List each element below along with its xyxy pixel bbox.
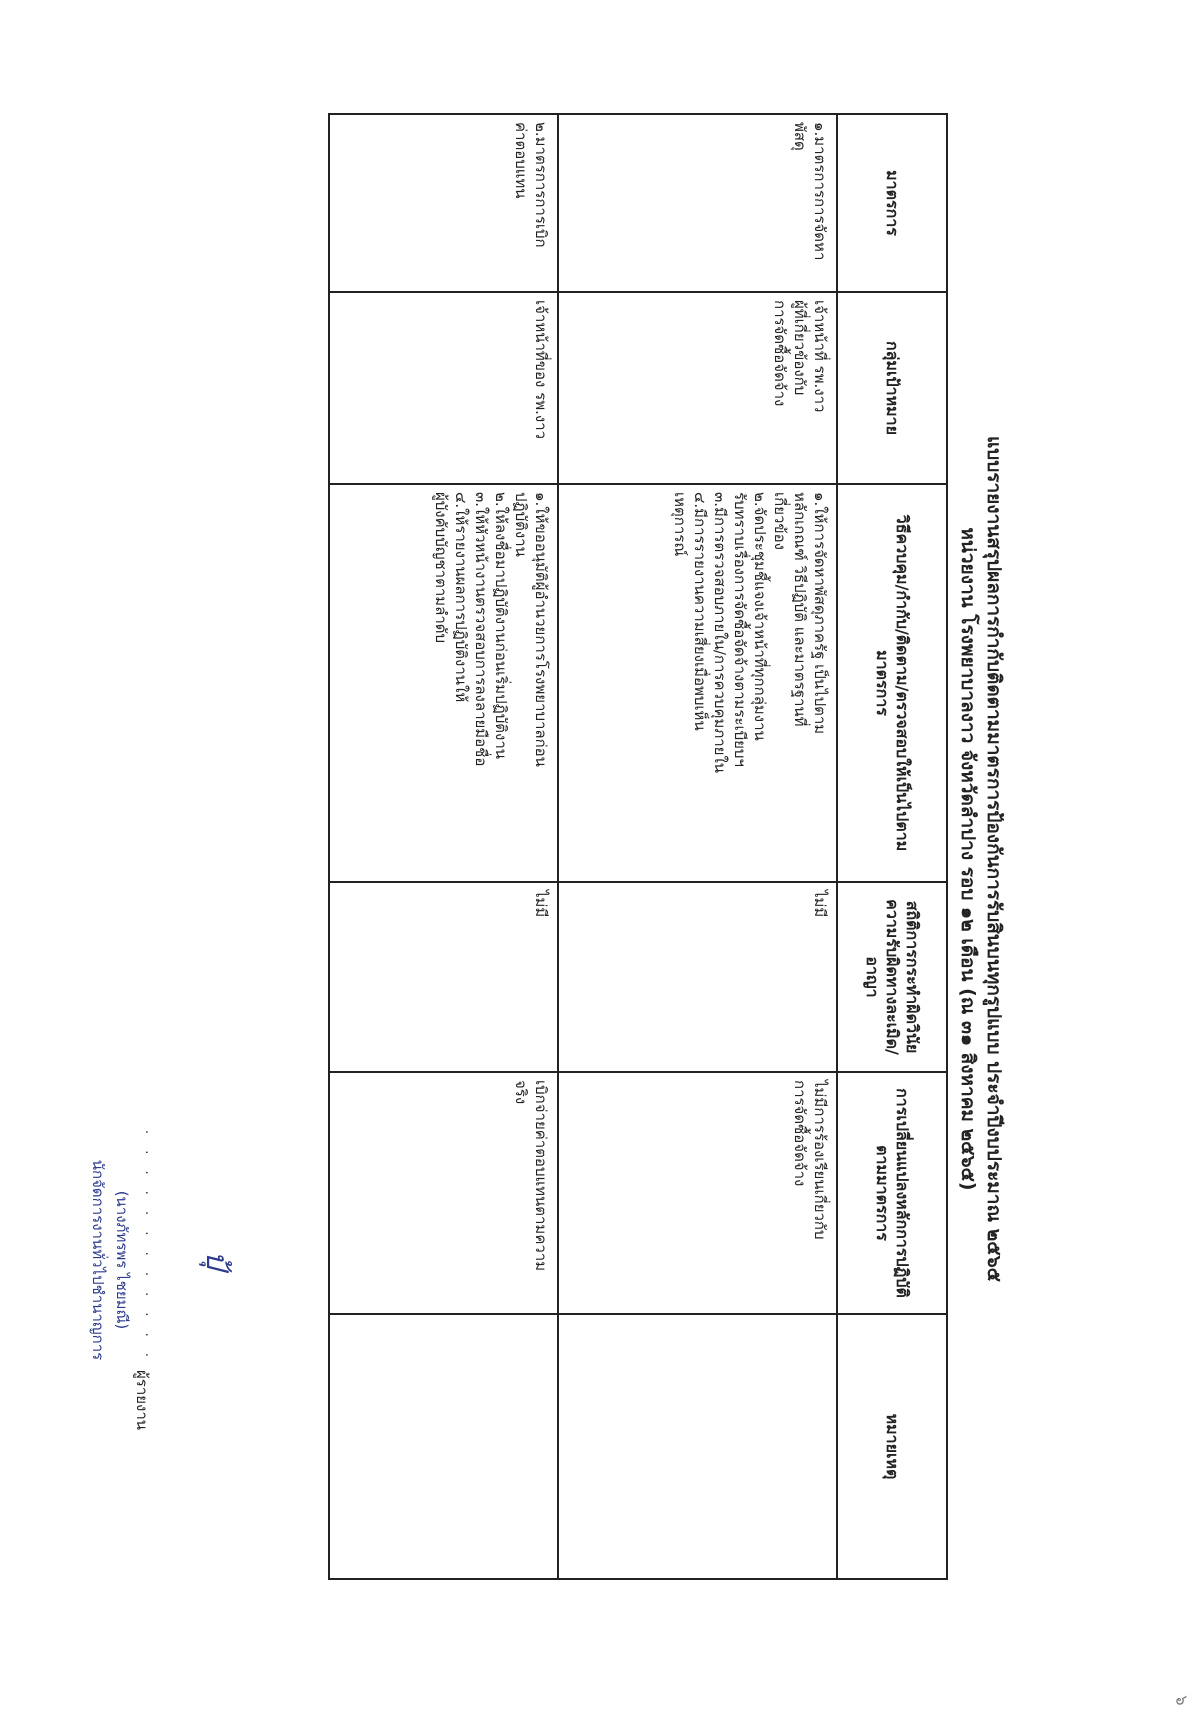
text-line: ๔.ให้รายงานผลการปฏิบัติงานให้ [452,492,470,703]
report-title: แบบรายงานสรุปผลการกำกับติดตามมาตรการป้องกันการรับสินบนทุกรูปแบบ ประจำปีงบประมาณ ๒๕๖๕ [983,435,1005,1283]
header-target: กลุ่มเป้าหมาย [837,292,947,484]
text-line: การจัดซื้อจัดจ้าง [791,1080,809,1187]
text-line: ผู้ที่เกี่ยวข้องกับ [791,300,809,396]
text-line: ค่าตอบแทน [512,122,530,199]
cell-method [558,484,837,882]
cell-target [558,292,837,484]
cell-remark [329,1314,558,1579]
text-line: เหตุการณ์ [671,492,689,557]
cell-target [329,292,558,484]
text-line: เกี่ยวข้อง [771,492,789,551]
text-line: ๑.มาตรการการจัดหาพัสดุ [791,122,829,261]
text-line: ๔.มีการรายงานความเสี่ยงเมื่อพบเห็น [691,492,709,731]
cell-method [329,484,558,882]
signature-label: ผู้รายงาน [133,1370,151,1431]
text-line: ไม่มีการร้องเรียนเกี่ยวกับ [811,1080,829,1240]
text-line: ๑.ให้การจัดหาพัสดุภาครัฐ เป็นไปตาม [811,492,829,735]
signature-dots: . . . . . . . . . . . . [142,1130,157,1364]
text-line: หลักเกณฑ์ วิธีปฏิบัติ และมาตรฐานที่ [791,492,809,727]
measures-table [328,113,948,1580]
cell-change [329,1072,558,1314]
cell-measure [329,114,558,292]
text-line: ๒.ให้ลงชื่อมาปฏิบัติงานก่อนเริ่มปฏิบัติงาน [492,492,510,760]
text-line: การจัดซื้อจัดจ้าง [771,300,789,407]
cell-stats [558,882,837,1072]
text-line: ไม่มี [811,890,829,918]
text-line: ผู้บังคับบัญชาตามลำดับ [432,492,450,644]
text-line: ๒.จัดประชุมชี้แจงเจ้าหน้าที่ทุกกลุ่มงาน [751,492,769,741]
cell-remark [558,1314,837,1579]
text-line: ๑.ให้ขออนุมัติผู้อำนวยการโรงพยาบาลก่อน [532,492,550,767]
text-line: ๓.มีการตรวจสอบภายใน/การควบคุมภายใน [711,492,729,774]
signer-name: (นางภัทรพร ไชยมณี) [113,1190,131,1330]
signer-position: นักจัดการงานทั่วไปชำนาญการ [89,1159,107,1361]
report-subtitle: หน่วยงาน โรงพยาบาลงาว จังหวัดลำปาง รอบ ๑๒ เดือน (ณ ๓๑ สิงหาคม ๒๕๖๕) [957,527,979,1191]
table-row [329,114,558,1579]
text-line: ปฏิบัติงาน [512,492,530,557]
table-header-row [837,114,947,1579]
text-line: เบิกจ่ายค่าตอบแทนตามความ [532,1080,550,1272]
cell-measure [558,114,837,292]
header-remark: หมายเหตุ [837,1314,947,1579]
signature-mark: ปุ้ [199,1250,234,1270]
cell-change [558,1072,837,1314]
header-change: การเปลี่ยนแปลงหลักการปฏิบัติตามมาตรการ [837,1072,947,1314]
table-row [558,114,837,1579]
text-line: ๓.ให้หัวหน้างานตรวจสอบการลงลายมือชื่อ [472,492,490,767]
header-method: วิธีควบคุม/กำกับ/ติดตาม/ตรวจสอบให้เป็นไปตามมาตรการ [837,484,947,882]
page-number: ๖ [1172,1695,1192,1706]
header-measure: มาตรการ [837,114,947,292]
text-line: รับทราบเรื่องการจัดซื้อจัดจ้างตามระเบียบฯ [731,492,749,767]
header-stats: สถิติการกระทำผิดวินัย ความรับผิดทางละเมิด/อาญา [837,882,947,1072]
text-line: ไม่มี [532,890,550,918]
text-line: เจ้าหน้าที่ รพ.งาว [811,300,829,413]
text-line: ๒.มาตรการการเบิก [532,122,550,248]
text-line: เจ้าหน้าที่ของ รพ.งาว [532,300,550,440]
cell-stats [329,882,558,1072]
text-line: จริง [512,1080,530,1105]
